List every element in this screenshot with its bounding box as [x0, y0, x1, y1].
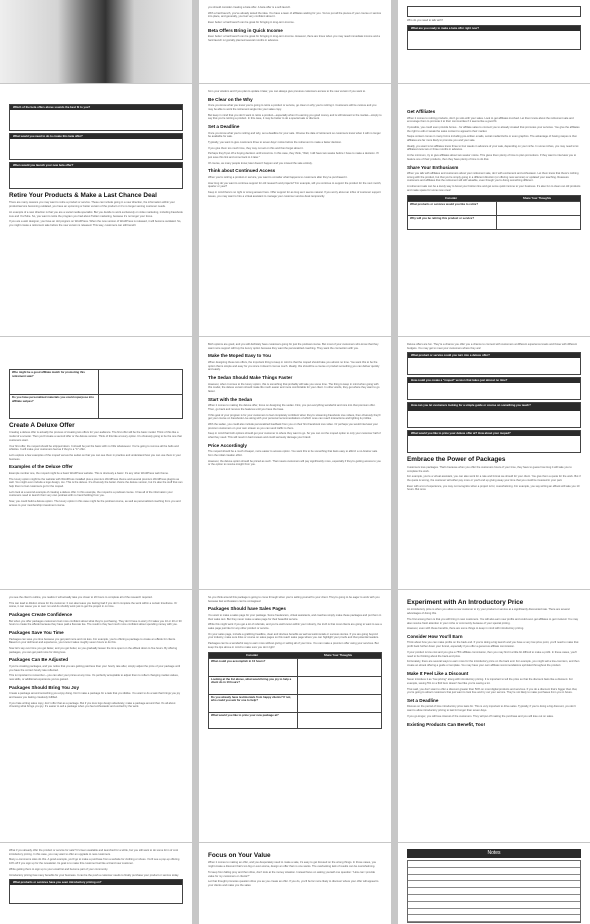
prompt-header: Which of the beta offers above sounds the best fit to you? [10, 105, 182, 110]
prompt-header: What would you like to price your deluxe offer at? How about your moped? [408, 431, 580, 436]
paragraph: Perhaps they'll put off a buying decision until tomorrow. In this case, they think, "Well, I still have two weeks before I have to make a decision. I'll just save this link and come back to it later." [208, 152, 379, 160]
paragraph: While this might work if you get a lot of referrals, and you're well known within your industry, the truth is that most clients are going to want to see a sales page just like for any other product or service. [208, 623, 382, 631]
paragraph: But when you offer packages customers feel more confident about what they're purchasing. They don't have to worry if it takes you 10 or 20 or 30 hours to create the eBook because they have paid a flat-rate fee. The result is they feel much more confident about spending money with you. [9, 619, 182, 627]
paragraph: If your product is low cost and you give a 75% affiliate commission, then you may find it a little bit difficult to make a profit. In these cases, you'll need to be thinking about the back-end price. [407, 650, 577, 658]
section-heading: Be Clear on the Why [208, 96, 253, 102]
page-thumb-13[interactable] [0, 843, 192, 924]
prompt-box [407, 377, 581, 400]
paragraph: While getting them to sign up to your email list and become part of your community. [9, 867, 108, 871]
table-row [209, 676, 381, 694]
paragraph: But keep in mind that you don't want to retire a product—especially when it's earning you good money and is still relevant to the market—simply to say that you're retiring a product. In this case, it may be better to do a special sale or discount. [208, 113, 382, 121]
page-thumb-14[interactable] [199, 843, 391, 924]
cover-photo [0, 0, 192, 83]
section-heading: Experiment with An Introductory Price [407, 599, 524, 606]
paragraph: Discuss on the period of time introductory price lasts for. This is very important to drive sales. Typically, if you're doing a big discount, you don't want to allow introductory pricing to last for longer than seven days. [407, 705, 576, 713]
section-heading: Set a Deadline [208, 124, 240, 130]
paragraph: If you're creating packages, and you notice that you are getting paid less than your hourly rate after, simply adjust the price of your package until you have the correct hourly rate reflected. [9, 664, 181, 672]
section-heading: Get Affiliates [407, 109, 436, 114]
paragraph: For example, you're a virtual assistant, you can also work for a rate and format we should for your client. You give them a quote for the work. But if the quote is wrong, the customer will either pay more or you'll end up giving away your time that you could be invested in your part. [407, 475, 581, 482]
paragraph: Many e-commerce sites do this. A good example, you'll go to make a purchase from a website for clothing or shoes. You'll see a pop-up offering 10% off if you sign up for the newsletter. Its goal is to make this customer feel like a brand new customer. [9, 858, 180, 866]
prompt-box [407, 430, 581, 453]
section-heading: Create A Deluxe Offer [9, 422, 75, 429]
answer-cell[interactable] [99, 395, 183, 418]
section-heading: Make the Moped Easy to You [208, 353, 271, 359]
answer-area[interactable] [10, 139, 182, 159]
table-question: What would you like to price your new package at? [209, 713, 298, 728]
page-thumb-9[interactable] [398, 337, 590, 589]
paragraph: When designing these two offers, the important thing to keep in mind is that the moped should take you almost no time. You want this to be the option that is simple and easy for you since it doesn't cost as much. Ideally, this should be a course or product something you can deliver quickly and easily. [208, 360, 380, 372]
paragraph: If you give them too much time, they may not act on this and then forget about it. [208, 146, 304, 150]
table-question: Do you have personalized materials you could repurpose into affiliate swipes? [10, 395, 99, 418]
paragraph: With the sedan, you could also include personalized feedback from you on their first Facebook Live video. Or perhaps you would interview your premium customers on your own stream so you can send traffic to them. [208, 422, 379, 430]
answer-area[interactable] [10, 168, 182, 188]
section-heading: Packages Create Confidence [9, 612, 73, 618]
table-row [10, 394, 182, 418]
answer-cell[interactable] [99, 370, 183, 394]
paragraph: So you think around this package is going to come through when you're selling yourself to your client. They're going to be eager to work with you because feel enthusiasm can be contagious! [208, 596, 380, 603]
paragraph: If possible, you could even provide bonus... for affiliate sales to connect you to already created that promotes your services. You give the affiliates the right to edit or tweak the sales content to appeal to their market. [407, 125, 580, 133]
page-thumb-2[interactable] [199, 0, 391, 83]
answer-area[interactable] [408, 383, 580, 399]
paragraph: When you're retiring a product or service, you want to consider what happens to customers after they've purchased it. [208, 175, 348, 179]
paragraph: There are many reasons you may want to retire a product or service. These can include going in a new direction, the information within your product/service becoming outdated, you have an upcoming or better version of the product or it's no longer serving customer needs. [9, 201, 175, 209]
reflection-table [9, 369, 183, 419]
reflection-table [407, 195, 581, 230]
prompt-box [407, 352, 581, 375]
section-heading: Packages Should have Sales Pages [208, 606, 286, 612]
page-thumb-8[interactable] [199, 337, 391, 589]
table-question: Who might be a good affiliate match for promoting this retirement sale? [10, 370, 99, 394]
section-heading: Share Your Enthusiasm [407, 164, 459, 170]
paragraph: The luxury option might be the website with WordPress installed plus a premium WordPress theme and several premium WordPress plugins as well. You might even include a logo design, too. This is the deluxe. It's obviously the better choice the deluxe version, but it's also the stuff that can help them to feel customers go for the moped. [9, 477, 183, 488]
answer-area[interactable] [408, 31, 580, 49]
paragraph: If you go longer, you will lose interest of the customers. They will put off making the purchase and you will lose out on sales. [407, 714, 554, 718]
table-header: Consider [444, 195, 458, 200]
paragraph: Once you know what you know you're going to retire a product or service, go clear on why you're retiring it. Customers will be curious and you may be able to work the retirement angle into your sales copy. [208, 104, 377, 111]
paragraph: This can lead to dilution stress for the customer. It can also leave you feeling bad if you don't complete the work within a certain timeframe. Or worse, it can cause you to over run and do shoddy work just to get the project in on time. [9, 601, 178, 609]
prompt-header: How can you let customers looking for a simple guide or course on something you teach? [408, 403, 580, 411]
prompt-box [407, 402, 581, 428]
prompt-box [9, 162, 183, 189]
paragraph: Think about how you can make profits on the back end. If you're doing a big launch and you have a very low price point, you'll need to make that profit back further down your funnel, especially if you offer a generous affiliate commission. [407, 641, 579, 649]
paragraph: However, even with these benefits, there are some things to keep in mind with introductory pricing. [407, 627, 524, 631]
paragraph: How long do you want to continue support for old research and projects? For example, will you continue to support the product for the next month, quarter or year? [208, 181, 382, 189]
paragraph: Introductory pricing has many benefits for your business. It can be the push a customer needs to finally purchase your product or service today. [9, 873, 179, 877]
page-thumb-10[interactable] [0, 590, 192, 842]
paragraph: Customers love packages. That's because when you offer the customers hours of your time, they have to guess how long it will take you to complete the work. [407, 465, 572, 473]
section-heading: Packages Save You Time [9, 630, 64, 636]
table-header: Consider [245, 652, 259, 657]
table-header: Share Your Thoughts [323, 652, 353, 657]
table-question: What could you accomplish in 10 hours? [209, 659, 298, 676]
answer-area[interactable] [10, 885, 182, 903]
paragraph: Swipe content comes in many forms including pre-written emails, social media blurbs or even graphics. The advantage of having swipes is that affiliates are far more likely to promote you and your sale. [407, 135, 577, 143]
table-question: Why will you be retiring this product or service? [408, 216, 497, 229]
paragraph: Ideally, you want to let affiliates know three to four weeks in advance of your sale, depending on your niche. In some niches, you may need to let affiliates know two or three months in advance. [407, 144, 579, 152]
table-row [209, 658, 381, 676]
paragraph: Typically, you want to give customers three to seven days' notice before the retirement to make a faster decision. [208, 140, 342, 144]
table-question: What products or services would you like to retire? [408, 202, 497, 215]
paragraph: That said, you don't want to offer a discount greater than 50% on most digital products and services. If you do a discount that's bigger than that, you're going to attract customers that just want to look free and try out your service. They're not likely to make purchases from you in future. [407, 687, 578, 695]
table-question: Do you already have testimonials from happy clients? If not, who could you ask for one to help? [209, 695, 298, 712]
paragraph: The first among them is that you will bring in new customers. You will also earn new profits and could even get affiliates to get involved. You may also receive fresh attention in your niche or community because of your special pricing. [407, 617, 579, 625]
answer-cell[interactable] [298, 677, 382, 694]
section-heading: Existing Products Can Benefit, Too! [407, 721, 486, 727]
paragraph: Create a package around something you enjoy doing. Don't make a package for a task that you dislike. You want to do a task that brings you joy and leaves you feeling creatively fulfilled. [9, 692, 181, 699]
paragraph: An example of a new direction is that you are a social media specialist. But you decide to work exclusively on video marketing, including Facebook Live and YouTube. So, you want to retire the program you had about Twitter marketing, because it's no longer your focus. [9, 210, 183, 218]
paragraph: If you hate writing sales copy, don't offer that as a package. But if you love logo design absolutely, make a package around that. It's all about choosing what brings you joy. It's easier to sell a package when you feel enthusiastic and excited by the work. [9, 701, 176, 709]
section-heading: Packages Should Bring You Joy [9, 684, 80, 690]
paragraph: Packages can save you time because you get paid more and not less. For example, you're offering a package to create an eBook for clients. Based on your skill level and experience, you know it takes roughly seven hours to do this. [9, 637, 176, 645]
prompt-header: What are you ready to make a beta offer right now? [408, 26, 580, 31]
paragraph: Let's explore a few examples of the moped versus the sedan so that you can see them in practice and understand how you can use them in your business. [9, 453, 181, 461]
paragraph: Both options are good, and you will definitely have customers going for just the podcast course. But most of your customers who know that they want more support will buy the luxury option because they want the personalized coaching. They want the connection with you. [208, 343, 379, 350]
paragraph: On your sales page, include a grabbing headline, clear and obvious benefits as well as testimonials or success stories. If you are going beyond your industry, make sure links or course on sales pages so this reach sales page where you can highlight your proofs and that potential readers. [208, 632, 379, 640]
paragraph: To keep from falling prey and then drive, don't look at the money situation. Instead focus on asking yourself one question: "How can I provide value for my customers or clients?" [208, 870, 375, 878]
answer-cell[interactable] [298, 695, 382, 712]
paragraph: At the minimum, try to give affiliates about two weeks' notice. This gives them plenty of time to plan promotions. If they want to interview you to feature one of their products, then they have plenty of time to do that. [407, 154, 577, 161]
notes-lines[interactable] [407, 860, 581, 923]
paragraph: you see the client's outline, you realize it will actually take you closer to 20 hours to complete all of the research required. [9, 596, 153, 599]
paragraph: If this goal of your program is for your customers to feel completely confident when they're streaming Facebook Live videos, then obviously they'll get your course on Facebook Live along with your personal recommendations of which ones can reach interactions and lighting & profiles. [208, 413, 381, 421]
table-question: Looking at the list above, what would bring you joy to help a client do in 10 hours? [209, 677, 298, 694]
paragraph: You want to make a sales page for your package. Some freelancers, virtual assistants, and coaches simply make these packages and put them in their sales text. But they never make a sales page for their beautiful service. [208, 613, 382, 621]
paragraph: However, when it comes to the luxury option, this is something that probably will take you some time. The thing to keep in mind when going with this model, the deluxe version should make life much easier and more comfortable for your client. In other words, they get where they want to go faster. [208, 382, 380, 393]
page-thumb-12[interactable] [398, 590, 590, 842]
answer-cell[interactable] [497, 216, 581, 229]
prompt-header: How could you create a "moped" version that takes just almost no time? [408, 378, 580, 383]
page-thumb-5[interactable] [199, 84, 391, 336]
answer-area[interactable] [408, 358, 580, 374]
paragraph: Packages can be a wonderful way to earn more without giving or selling all of your time. You can make a premium offer using your services. But keep the tips above in mind to make sure you do it right! [208, 642, 379, 649]
section-heading: Set a Deadline [407, 697, 439, 703]
section-heading: Packages Can Be Adjusted [9, 657, 69, 663]
page-thumb-15[interactable] [398, 843, 590, 924]
paragraph: When it comes to retiring products, don't go solo with your sales. Look to get affiliates involved. Let them know about the retirement sale and encourage them to promote it to their communities if it seems like a good fit. [407, 116, 574, 124]
paragraph: Never introduce it as "low pricing" along with introductory pricing. It is important to tell the price so that the discount feels like a discount. For example, saving 5% on a $10 item doesn't feel like you're saving a lot. [407, 678, 573, 685]
paragraph: Deluxe offers are fun. They're a chance you offer you a chance to connect with customers at different experience levels and those with different budgets. You may get to meet your customers where they are! [407, 343, 577, 350]
notes-title: Notes [407, 849, 581, 858]
answer-cell[interactable] [298, 713, 382, 728]
paragraph: Keep in mind there's no right or wrong answer here. Offer support for as long as it seems natural. If you worry about an influx of customer support issues, you may want to hire a virtual assistant to manage your customer service desk temporarily. [208, 191, 381, 198]
page-thumb-6[interactable] [398, 84, 590, 336]
prompt-header: What product or service could you turn into a deluxe offer? [408, 353, 580, 358]
section-heading: Retire Your Products & Make a Last Chance Deal [9, 192, 157, 199]
table-row [10, 370, 182, 394]
answer-area[interactable] [408, 436, 580, 452]
table-row [408, 201, 580, 215]
paragraph: Even better: a hard launch can be great for bringing in long-term income. [208, 21, 295, 25]
paragraph: When you talk with affiliates and customers about your retirement sale, do it with excitement and enthusiasm. Let them know that there's nothing wrong with the product, but that you're simply going in a different direction (or offering new services) or updated your teaching. Reassure customers and affiliates that the retirement will still valuable, even though you're doing something different. [407, 172, 579, 183]
page-thumb-4[interactable] [0, 84, 192, 336]
prompt-box [9, 104, 183, 131]
table-header: Share Your Thoughts [522, 195, 552, 200]
prompt-box [9, 879, 183, 904]
section-heading: Think about Continued Access [208, 168, 276, 174]
section-heading: Start with the Sedan [208, 396, 253, 402]
paragraph: Let that thought promotes question drive you as you create an offer. If you do, you'll be far more likely to discover where your offer will appeal to your clients and make you the sales [208, 880, 379, 887]
paragraph: However, the deluxe option should be priced as such. That means customers will pay significantly more, especially if they're getting access to you or the option to receive insight from you. [208, 459, 381, 467]
paragraph: Now, you could build a deluxe option. The luxury option in this case might be the podcast course, as well as personalized coaching from you and access to your membership investment course. [9, 500, 181, 507]
paragraph: If you are a web designer, you have an old program on WordPress. When the new version of WordPress is released, it will become outdated. So, you might create a retirement sale before the new version is released. This way, customers can still benefit [9, 220, 182, 227]
paragraph: Now let's say over time you get faster, and you get better, so you gradually lessen the time spent on the eBook down to five hours. By offering packages, you can get paid more for doing less. [9, 646, 178, 654]
page-thumb-7[interactable] [0, 337, 192, 589]
answer-cell[interactable] [298, 659, 382, 676]
prompt-label: Who do you need to talk with? [407, 19, 444, 22]
page-thumb-1[interactable] [0, 0, 192, 83]
paragraph: Fortunately, there are several ways to earn more for the introductory price on the back end. For example, you might sell a low-cost item, and then create an ebook offering a guide or template. You may have your own affiliate recommendations sprinkled throughout the product. [407, 660, 580, 667]
section-heading: Beta Offers Bring in Quick Income [208, 27, 283, 33]
section-heading: Consider How You'll Earn [407, 633, 463, 639]
paragraph: Even with a lot of experience, you may not recognize when a project is for, overwhelming. For example, you say writing an eBook will take you 10 hours. But once [407, 484, 580, 492]
section-heading: Price Accordingly [208, 442, 247, 448]
prompt-header: When would you launch your new beta offer? [10, 163, 182, 168]
page-thumb-3[interactable] [398, 0, 590, 83]
paragraph: A retirement sale can be a lovely way to boost your bottom line and get some quick income to your business. It's also fun to clean out old products and make space for some new ones! [407, 185, 581, 192]
paragraph: What if you already offer the product or service for sale? It's been available and launched for a while, but you still want to do some form of cool introductory pricing. In this case, you may want to offer an upgrade to new customers. [9, 849, 178, 856]
paragraph: Example number one, the moped might be a basic WordPress website. This is obviously a basic: It's any other WordPress web theme. [9, 471, 169, 475]
paragraph: When it comes to making an offer, and you desperately need to make a sale, it's easy to get focused on the wrong things. In those cases, you might create a discount that's too big or even worse, design an offer that no one wants. The overlooking lack of results can be overwhelming. [208, 861, 377, 869]
paragraph: Creating a deluxe offer is actually the process of creating two offers for your audience. The first offer will be the basic model. Think of this like a model of a scooter. Then you'll create a second offer or the deluxe version. Think of this like a luxury option. It's obviously going to be the one that customers want. [9, 431, 182, 442]
answer-area[interactable] [10, 110, 182, 130]
reflection-table [208, 652, 382, 729]
prompt-box [9, 133, 183, 160]
paragraph: Once you know what you're retiring and why, set a deadline for your sale. Choose the date of retirement so customers know when it will no longer be available for sale. [208, 131, 381, 139]
paragraph: Even better: a hard launch can be great for bringing in long-term income. However, there are times when you may need immediate income and a hard launch is typically planned several months in advance. [208, 35, 380, 43]
paragraph: This is important to remember—you can alter your prices at any time. It's perfectly acceptable to adjust them to reflect changing market values, new skills, or additional experience you've gained. [9, 674, 179, 681]
prompt-header: What would you need to do to create this beta offer? [10, 134, 182, 139]
answer-area[interactable] [408, 411, 580, 427]
prompt-box [407, 6, 581, 17]
paragraph: When it comes to making the deluxe offer, focus on designing the sedan. First, you put everything wonderful and nice into that premium offer. Then, go back and remove the features until you have the base. [208, 404, 376, 411]
paragraph: The moped should be a much cheaper, more easier to access option. You want this to be something that feels easy to afford: a no-brainer sale from the initial creation effort. [208, 450, 378, 457]
table-row [209, 694, 381, 712]
page-thumb-11[interactable] [199, 590, 391, 842]
paragraph: you should consider creating a beta offer. A beta offer is a soft launch. [208, 6, 291, 9]
paragraph: Your first offer, the moped should be stripped down. It should be just the basic with no frills whatsoever. You're going to remove all the bells and whistles. It will make your customers feel as if they're a "C" offer. [9, 444, 179, 452]
section-heading: Embrace the Power of Packages [407, 456, 506, 464]
prompt-box [407, 25, 581, 50]
prompt-header: What products or services have you seen introductory pricing on? [10, 880, 182, 885]
paragraph: Let's look at a second example of creating a deluxe offer. In this example, the moped is a podcast course. It has all of the information your customers need to launch their very own podcast with no hand holding from you. [9, 490, 173, 498]
paragraph: With a hard launch, you've already tested the idea. You have a team of affiliates waiting for you. You've put all the pieces of your course or service into place, and generally, you feel very confident about it. [208, 11, 382, 19]
table-row [209, 712, 381, 728]
paragraph: from your wisdom and if you plan to update it later, you can always give previous customers access to the new version if you want to. [208, 90, 366, 93]
answer-cell[interactable] [497, 202, 581, 215]
paragraph: Of course, as many people know, later doesn't happen and you missed the sale entirely. [208, 161, 313, 165]
section-heading: Focus on Your Value [208, 852, 271, 859]
section-heading: Examples of the Deluxe Offer [9, 464, 73, 470]
section-heading: The Sedan Should Make Things Faster [208, 375, 293, 381]
section-heading: Make It Feel Like a Discount [407, 670, 469, 676]
paragraph: Keep in mind that both options should get your customer to where they want to go. So you can cut the moped option to only your customer half of what they need. This will result in bad reviews and could seriously damage your brand. [208, 432, 381, 440]
table-row [408, 215, 580, 229]
paragraph: An introductory price is when you allow a new customer to try your product or service at a significantly discounted rate. There are several advantages of doing this. [407, 608, 570, 616]
